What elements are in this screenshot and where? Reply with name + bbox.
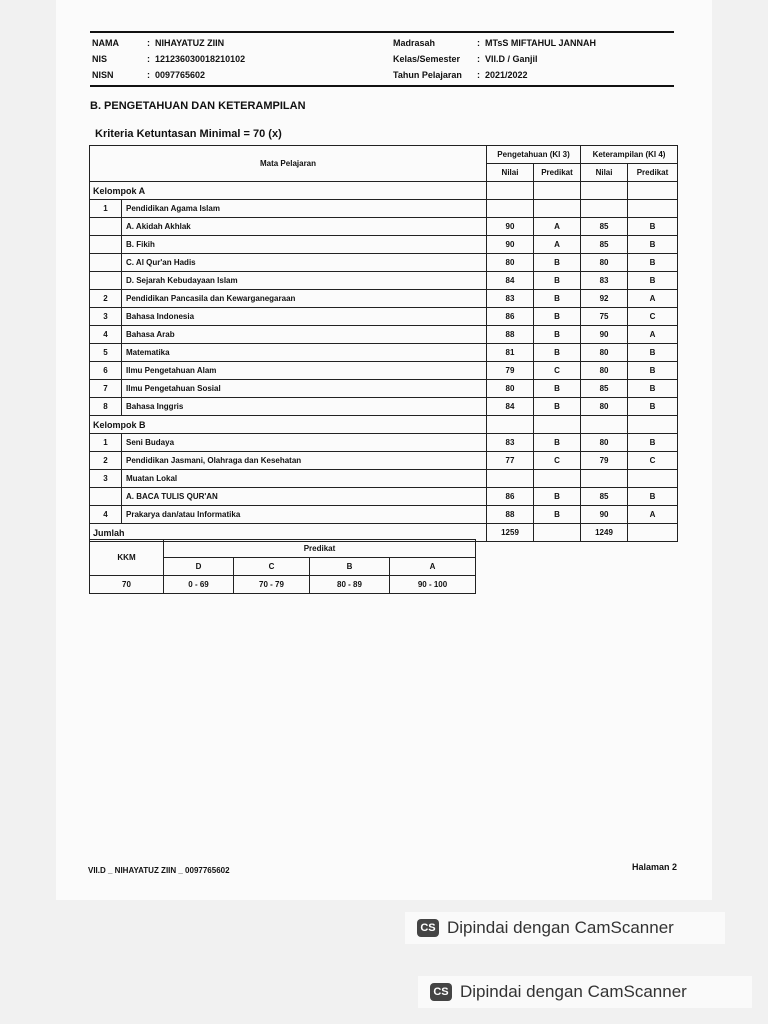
row-number: 5 [90, 344, 122, 362]
col-header-nilai-ki4: Nilai [581, 164, 628, 182]
total-empty-cell [628, 524, 678, 542]
predikat-ki3: C [534, 452, 581, 470]
total-ki4: 1249 [581, 524, 628, 542]
grades-table [89, 145, 678, 542]
subject-name: Muatan Lokal [122, 470, 487, 488]
nilai-ki4: 79 [581, 452, 628, 470]
header-top-rule [90, 31, 674, 33]
col-header-predikat-ki3: Predikat [534, 164, 581, 182]
table-row [90, 362, 678, 380]
row-number: 6 [90, 362, 122, 380]
row-number: 2 [90, 290, 122, 308]
header-label: Kelas/Semester [393, 54, 461, 64]
row-number: 3 [90, 308, 122, 326]
footer-student-id: VII.D _ NIHAYATUZ ZIIN _ 0097765602 [88, 866, 230, 875]
nilai-ki3: 90 [487, 218, 534, 236]
predikat-ki4: C [628, 308, 678, 326]
row-number: 4 [90, 326, 122, 344]
row-number: 8 [90, 398, 122, 416]
predikat-ki4 [628, 200, 678, 218]
table-row [90, 380, 678, 398]
col-header-predikat-ki4: Predikat [628, 164, 678, 182]
group-name: Kelompok B [90, 416, 487, 434]
predikat-ki3: B [534, 344, 581, 362]
col-header-subject: Mata Pelajaran [90, 146, 487, 182]
nilai-ki4: 80 [581, 362, 628, 380]
subject-name: Pendidikan Jasmani, Olahraga dan Kesehatan [122, 452, 487, 470]
nilai-ki4: 85 [581, 380, 628, 398]
row-number: 4 [90, 506, 122, 524]
predikat-ki3: B [534, 434, 581, 452]
subject-name: Ilmu Pengetahuan Sosial [122, 380, 487, 398]
header-kelas-row [393, 54, 538, 64]
subject-name: A. Akidah Akhlak [122, 218, 487, 236]
nilai-ki3: 80 [487, 254, 534, 272]
footer-page-number: Halaman 2 [632, 862, 678, 872]
header-colon: : [147, 70, 155, 80]
range-d: 0 - 69 [164, 576, 234, 594]
header-label: Tahun Pelajaran [393, 70, 462, 80]
header-label: NISN [92, 70, 114, 80]
predikat-ki4: B [628, 254, 678, 272]
subject-name: Pendidikan Agama Islam [122, 200, 487, 218]
nilai-ki3: 80 [487, 380, 534, 398]
row-number: 2 [90, 452, 122, 470]
predikat-table [89, 539, 476, 594]
table-row [90, 308, 678, 326]
grade-c: C [234, 558, 310, 576]
predikat-ki3: C [534, 362, 581, 380]
nilai-ki3: 83 [487, 290, 534, 308]
header-bottom-rule [90, 85, 674, 87]
nilai-ki3 [487, 470, 534, 488]
header-name-row [92, 38, 224, 48]
nilai-ki4 [581, 200, 628, 218]
predikat-ki4: B [628, 272, 678, 290]
predikat-ki3: B [534, 488, 581, 506]
predikat-ki4: A [628, 290, 678, 308]
table-row [90, 254, 678, 272]
predikat-ki4: B [628, 488, 678, 506]
table-row [90, 290, 678, 308]
empty-cell [534, 416, 581, 434]
row-number [90, 218, 122, 236]
row-number: 3 [90, 470, 122, 488]
header-colon: : [147, 38, 155, 48]
predikat-ki3: B [534, 398, 581, 416]
table-row [90, 452, 678, 470]
predikat-ki3: B [534, 254, 581, 272]
row-number: 1 [90, 434, 122, 452]
empty-cell [581, 182, 628, 200]
table-row [90, 272, 678, 290]
table-row [90, 200, 678, 218]
predikat-ki4: C [628, 452, 678, 470]
nilai-ki3: 84 [487, 272, 534, 290]
nilai-ki4: 80 [581, 434, 628, 452]
subject-name: D. Sejarah Kebudayaan Islam [122, 272, 487, 290]
subject-name: Ilmu Pengetahuan Alam [122, 362, 487, 380]
nilai-ki4 [581, 470, 628, 488]
predikat-ki3: B [534, 326, 581, 344]
table-row [90, 218, 678, 236]
subject-name: Bahasa Inggris [122, 398, 487, 416]
predikat-ki4: B [628, 218, 678, 236]
grade-d: D [164, 558, 234, 576]
nilai-ki3: 77 [487, 452, 534, 470]
predikat-ki3: A [534, 236, 581, 254]
camscanner-watermark [405, 912, 725, 944]
subject-name: Seni Budaya [122, 434, 487, 452]
header-value-name: NIHAYATUZ ZIIN [155, 38, 225, 48]
kkm-value: 70 [90, 576, 164, 594]
header-nisn-row [92, 70, 205, 80]
header-value-nis: 121236030018210102 [155, 54, 246, 64]
subject-name: B. Fikih [122, 236, 487, 254]
nilai-ki4: 90 [581, 326, 628, 344]
nilai-ki4: 80 [581, 398, 628, 416]
predikat-ki4: B [628, 362, 678, 380]
predikat-ki4: B [628, 344, 678, 362]
nilai-ki3: 83 [487, 434, 534, 452]
predikat-ki4: B [628, 380, 678, 398]
subject-name: A. BACA TULIS QUR'AN [122, 488, 487, 506]
predikat-ki4: A [628, 326, 678, 344]
table-row [90, 326, 678, 344]
empty-cell [487, 416, 534, 434]
header-colon: : [147, 54, 155, 64]
table-row [90, 506, 678, 524]
section-title: B. PENGETAHUAN DAN KETERAMPILAN [90, 100, 306, 112]
nilai-ki3: 90 [487, 236, 534, 254]
subject-name: Pendidikan Pancasila dan Kewarganegaraan [122, 290, 487, 308]
predikat-ki3 [534, 200, 581, 218]
header-value-madrasah: MTsS MIFTAHUL JANNAH [485, 38, 596, 48]
table-row [90, 434, 678, 452]
grade-b: B [310, 558, 390, 576]
kkm-header: KKM [90, 540, 164, 576]
header-madrasah-row [393, 38, 596, 48]
header-colon: : [477, 38, 485, 48]
predikat-ki3: B [534, 290, 581, 308]
nilai-ki3: 79 [487, 362, 534, 380]
header-colon: : [477, 54, 485, 64]
nilai-ki3: 86 [487, 488, 534, 506]
empty-cell [628, 416, 678, 434]
table-row [90, 344, 678, 362]
header-label: NAMA [92, 38, 119, 48]
camscanner-logo-icon: CS [430, 983, 452, 1001]
row-number [90, 488, 122, 506]
header-colon: : [477, 70, 485, 80]
table-row [90, 398, 678, 416]
table-row [90, 236, 678, 254]
row-number [90, 272, 122, 290]
table-row [90, 488, 678, 506]
subject-name: C. Al Qur'an Hadis [122, 254, 487, 272]
row-number: 7 [90, 380, 122, 398]
total-ki3: 1259 [487, 524, 534, 542]
empty-cell [628, 182, 678, 200]
predikat-ki3 [534, 470, 581, 488]
range-a: 90 - 100 [390, 576, 476, 594]
group-name: Kelompok A [90, 182, 487, 200]
group-row [90, 416, 678, 434]
header-value-nisn: 0097765602 [155, 70, 206, 80]
predikat-ki3: B [534, 380, 581, 398]
header-tahun-row [393, 70, 528, 80]
nilai-ki3: 88 [487, 326, 534, 344]
range-b: 80 - 89 [310, 576, 390, 594]
table-row [90, 470, 678, 488]
header-value-tahun: 2021/2022 [485, 70, 528, 80]
camscanner-logo-icon: CS [417, 919, 439, 937]
subject-name: Bahasa Arab [122, 326, 487, 344]
total-empty-cell [534, 524, 581, 542]
predikat-ki4: B [628, 434, 678, 452]
predikat-ki4: B [628, 236, 678, 254]
predikat-ki3: A [534, 218, 581, 236]
nilai-ki4: 75 [581, 308, 628, 326]
header-nis-row [92, 54, 245, 64]
nilai-ki3: 86 [487, 308, 534, 326]
col-header-ki3: Pengetahuan (KI 3) [487, 146, 581, 164]
header-label: NIS [92, 54, 108, 64]
nilai-ki3: 81 [487, 344, 534, 362]
grade-a: A [390, 558, 476, 576]
row-number: 1 [90, 200, 122, 218]
nilai-ki3 [487, 200, 534, 218]
range-c: 70 - 79 [234, 576, 310, 594]
predikat-header: Predikat [164, 540, 476, 558]
nilai-ki4: 85 [581, 236, 628, 254]
col-header-nilai-ki3: Nilai [487, 164, 534, 182]
nilai-ki4: 92 [581, 290, 628, 308]
nilai-ki4: 85 [581, 218, 628, 236]
nilai-ki4: 80 [581, 344, 628, 362]
nilai-ki4: 85 [581, 488, 628, 506]
predikat-ki4: B [628, 398, 678, 416]
nilai-ki3: 88 [487, 506, 534, 524]
camscanner-text: Dipindai dengan CamScanner [447, 918, 674, 937]
empty-cell [487, 182, 534, 200]
nilai-ki4: 83 [581, 272, 628, 290]
nilai-ki4: 80 [581, 254, 628, 272]
subject-name: Prakarya dan/atau Informatika [122, 506, 487, 524]
predikat-ki4: A [628, 506, 678, 524]
col-header-ki4: Keterampilan (KI 4) [581, 146, 678, 164]
nilai-ki4: 90 [581, 506, 628, 524]
predikat-ki3: B [534, 272, 581, 290]
row-number [90, 236, 122, 254]
header-label: Madrasah [393, 38, 436, 48]
empty-cell [534, 182, 581, 200]
predikat-ki3: B [534, 308, 581, 326]
predikat-ki3: B [534, 506, 581, 524]
total-label: Jumlah [90, 524, 487, 542]
header-value-kelas: VII.D / Ganjil [485, 54, 538, 64]
row-number [90, 254, 122, 272]
predikat-ki4 [628, 470, 678, 488]
nilai-ki3: 84 [487, 398, 534, 416]
kkm-title: Kriteria Ketuntasan Minimal = 70 (x) [95, 128, 282, 140]
subject-name: Bahasa Indonesia [122, 308, 487, 326]
subject-name: Matematika [122, 344, 487, 362]
group-row [90, 182, 678, 200]
camscanner-text: Dipindai dengan CamScanner [460, 982, 687, 1001]
empty-cell [581, 416, 628, 434]
camscanner-watermark [418, 976, 752, 1008]
